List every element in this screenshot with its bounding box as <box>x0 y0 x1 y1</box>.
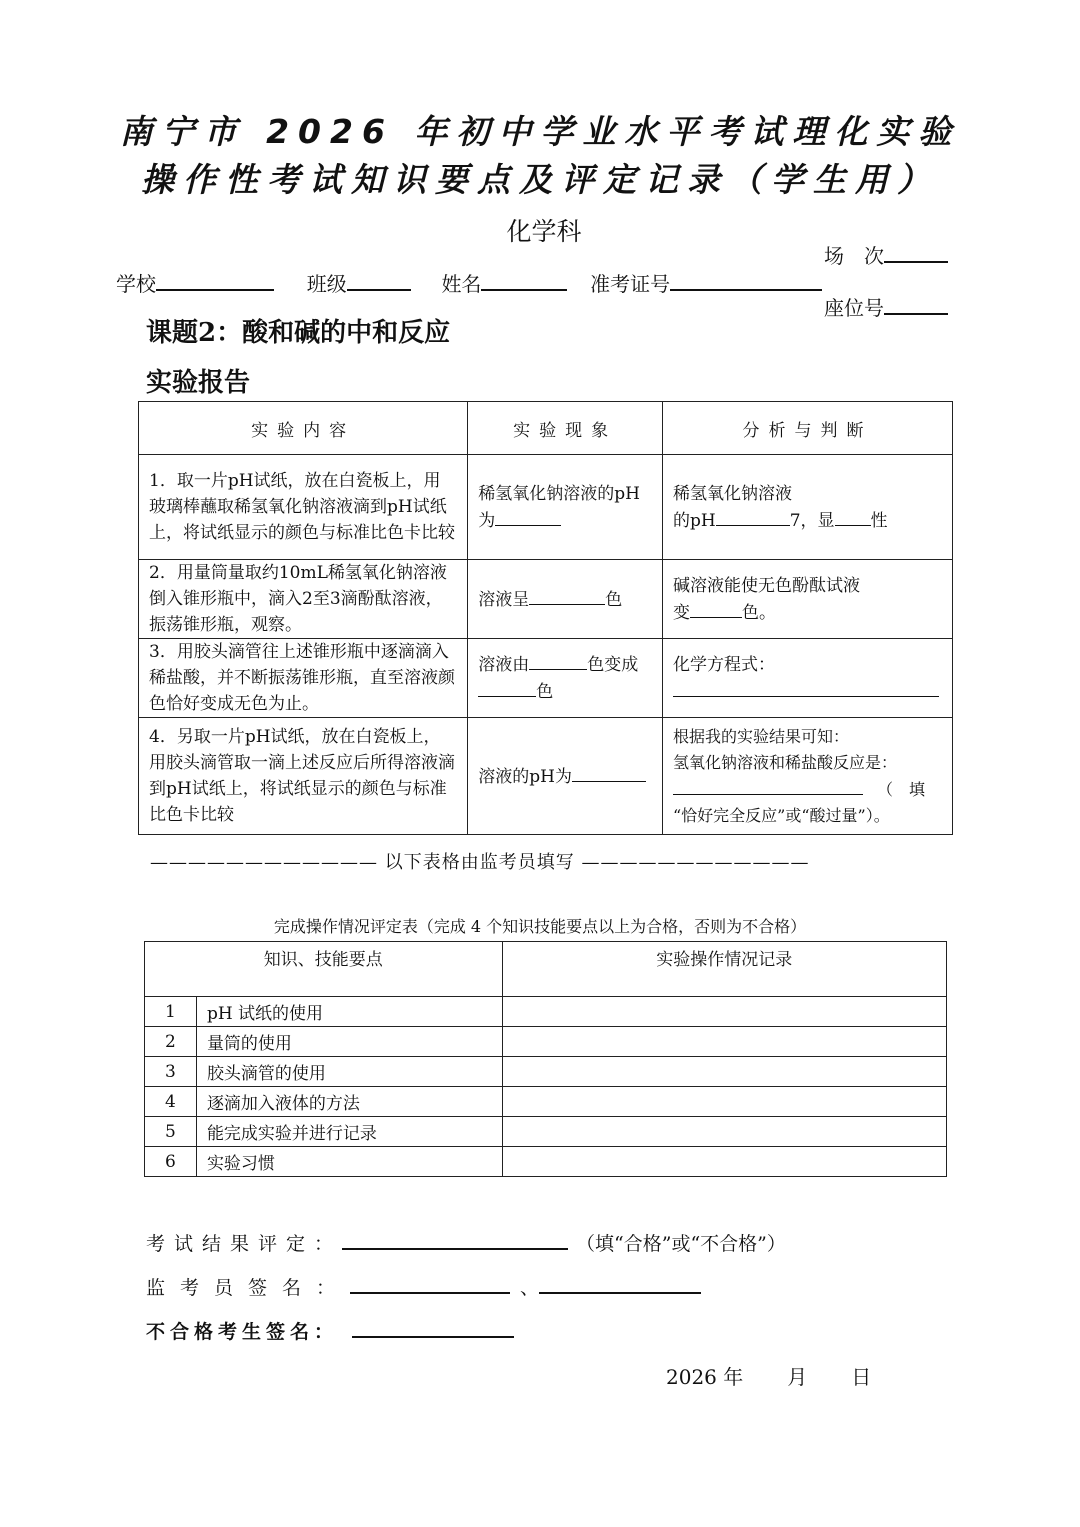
session-label: 场 次 <box>824 244 884 268</box>
page-title-line2: 操作性考试知识要点及评定记录（学生用） <box>141 160 939 199</box>
examiner-separator: 、 <box>520 1277 540 1299</box>
step-text: 2．用量筒量取约10mL稀氢氧化钠溶液倒入锥形瓶中，滴入2至3滴酚酞溶液，振荡锥形瓶，观察。 <box>139 560 468 639</box>
topic-heading: 课题2：酸和碱的中和反应 <box>146 318 451 348</box>
analysis-text: 根据我的实验结果可知： <box>672 726 849 746</box>
answer-blank[interactable] <box>529 651 587 670</box>
result-blank[interactable] <box>342 1228 568 1250</box>
phenomenon-text: 稀氢氧化钠溶液的pH为 <box>478 483 640 531</box>
fail-signature-row <box>146 1316 514 1344</box>
phenomenon-cell <box>468 718 663 835</box>
eval-row <box>145 1147 947 1177</box>
analysis-text: 碱溶液能使无色酚酞试液 <box>672 575 860 596</box>
date-month: 月 <box>787 1365 808 1389</box>
skill-item: 量筒的使用 <box>196 1027 502 1057</box>
page-title-line1: 南宁市 2026 年初中学业水平考试理化实验 <box>119 112 961 151</box>
skill-item: 能完成实验并进行记录 <box>196 1117 502 1147</box>
eval-row <box>145 1087 947 1117</box>
skill-item: 实验习惯 <box>196 1147 502 1177</box>
school-blank[interactable] <box>156 269 274 291</box>
session-field[interactable] <box>824 240 948 269</box>
analysis-cell <box>662 455 952 560</box>
header-operation-record: 实验操作情况记录 <box>502 942 946 997</box>
phenomenon-text: 溶液由 <box>478 655 530 675</box>
eval-header-row <box>145 942 947 997</box>
seat-field[interactable] <box>824 292 948 321</box>
skill-item: 胶头滴管的使用 <box>196 1057 502 1087</box>
answer-blank[interactable] <box>716 507 790 526</box>
result-label: 考试结果评定： <box>146 1233 343 1255</box>
result-hint: （填“合格”或“不合格”） <box>576 1233 786 1255</box>
eval-row <box>145 1027 947 1057</box>
seat-blank[interactable] <box>884 293 948 315</box>
fail-label: 不合格考生签名： <box>146 1321 339 1343</box>
date-day: 日 <box>851 1365 872 1389</box>
analysis-text: 7，显 <box>789 510 835 531</box>
subject-label: 化学科 <box>506 217 582 246</box>
row-number: 6 <box>145 1147 197 1177</box>
analysis-text: 变 <box>672 602 690 623</box>
student-info-row <box>116 268 822 297</box>
eval-row <box>145 1117 947 1147</box>
examiner-label: 监考员签名： <box>146 1277 351 1299</box>
phenomenon-cell <box>468 639 663 718</box>
analysis-text: 色。 <box>741 602 776 623</box>
phenomenon-cell <box>468 455 663 560</box>
examiner-divider: ———————————— 以下表格由监考员填写 ———————————— <box>150 852 810 873</box>
analysis-cell <box>662 560 952 639</box>
row-number: 1 <box>145 997 197 1027</box>
result-row <box>146 1228 786 1256</box>
examiner-blank-1[interactable] <box>350 1272 510 1294</box>
row-number: 2 <box>145 1027 197 1057</box>
answer-blank[interactable] <box>495 507 561 526</box>
record-cell[interactable] <box>502 1027 946 1057</box>
exam-no-label: 准考证号 <box>590 272 671 296</box>
analysis-cell <box>662 718 952 835</box>
school-label: 学校 <box>116 272 156 296</box>
class-label: 班级 <box>306 272 347 296</box>
report-heading: 实验报告 <box>146 368 251 398</box>
answer-blank[interactable] <box>572 763 646 782</box>
report-table <box>138 401 953 835</box>
name-label: 姓名 <box>441 272 482 296</box>
analysis-text: 稀氢氧化钠溶液 <box>672 483 792 504</box>
examiner-row <box>146 1272 701 1300</box>
report-row <box>139 455 953 560</box>
fail-blank[interactable] <box>352 1316 514 1338</box>
row-number: 3 <box>145 1057 197 1087</box>
skill-item: 逐滴加入液体的方法 <box>196 1087 502 1117</box>
step-text: 3．用胶头滴管往上述锥形瓶中逐滴滴入稀盐酸，并不断振荡锥形瓶，直至溶液颜色恰好变成无色为止。 <box>139 639 468 718</box>
analysis-text: 的pH <box>672 510 716 531</box>
report-row <box>139 718 953 835</box>
seat-label: 座位号 <box>824 296 884 320</box>
equation-blank[interactable] <box>673 678 939 697</box>
analysis-text: 性 <box>870 510 888 531</box>
answer-blank[interactable] <box>690 599 742 618</box>
record-cell[interactable] <box>502 1147 946 1177</box>
analysis-text: （ 填 <box>876 779 925 799</box>
phenomenon-text: 色 <box>536 682 554 702</box>
analysis-text: 氢氧化钠溶液和稀盐酸反应是： <box>672 752 897 772</box>
eval-row <box>145 997 947 1027</box>
answer-blank[interactable] <box>478 678 536 697</box>
session-blank[interactable] <box>884 241 948 263</box>
header-skill-points: 知识、技能要点 <box>145 942 503 997</box>
header-analysis: 分析与判断 <box>662 402 952 455</box>
record-cell[interactable] <box>502 1117 946 1147</box>
header-phenomenon: 实验现象 <box>468 402 663 455</box>
skill-item: pH 试纸的使用 <box>196 997 502 1027</box>
phenomenon-cell <box>468 560 663 639</box>
row-number: 4 <box>145 1087 197 1117</box>
report-header-row <box>139 402 953 455</box>
record-cell[interactable] <box>502 997 946 1027</box>
date-year: 2026 年 <box>666 1365 744 1389</box>
exam-no-blank[interactable] <box>670 269 822 291</box>
answer-blank[interactable] <box>835 507 871 526</box>
report-row <box>139 639 953 718</box>
examiner-blank-2[interactable] <box>539 1272 701 1294</box>
eval-table <box>144 941 947 1177</box>
analysis-cell <box>662 639 952 718</box>
eval-row <box>145 1057 947 1087</box>
phenomenon-text: 溶液呈 <box>478 589 530 610</box>
analysis-text: “恰好完全反应”或“酸过量”）。 <box>672 805 890 825</box>
header-content: 实验内容 <box>139 402 468 455</box>
analysis-text: 化学方程式： <box>672 654 775 675</box>
phenomenon-text: 溶液的pH为 <box>478 766 572 787</box>
answer-blank[interactable] <box>673 776 863 795</box>
record-cell[interactable] <box>502 1057 946 1087</box>
date-row <box>666 1361 871 1390</box>
name-blank[interactable] <box>481 269 567 291</box>
step-text: 1．取一片pH试纸，放在白瓷板上，用玻璃棒蘸取稀氢氧化钠溶液滴到pH试纸上，将试纸显示的颜色与标准比色卡比较 <box>139 455 468 560</box>
row-number: 5 <box>145 1117 197 1147</box>
eval-caption: 完成操作情况评定表（完成 4 个知识技能要点以上为合格，否则为不合格） <box>273 917 807 936</box>
step-text: 4．另取一片pH试纸，放在白瓷板上，用胶头滴管取一滴上述反应后所得溶液滴到pH试纸上，将试纸显示的颜色与标准比色卡比较 <box>139 718 468 835</box>
phenomenon-text: 色 <box>605 589 623 610</box>
class-blank[interactable] <box>347 269 411 291</box>
record-cell[interactable] <box>502 1087 946 1117</box>
report-row <box>139 560 953 639</box>
phenomenon-text: 色变成 <box>587 655 639 675</box>
answer-blank[interactable] <box>529 586 605 605</box>
